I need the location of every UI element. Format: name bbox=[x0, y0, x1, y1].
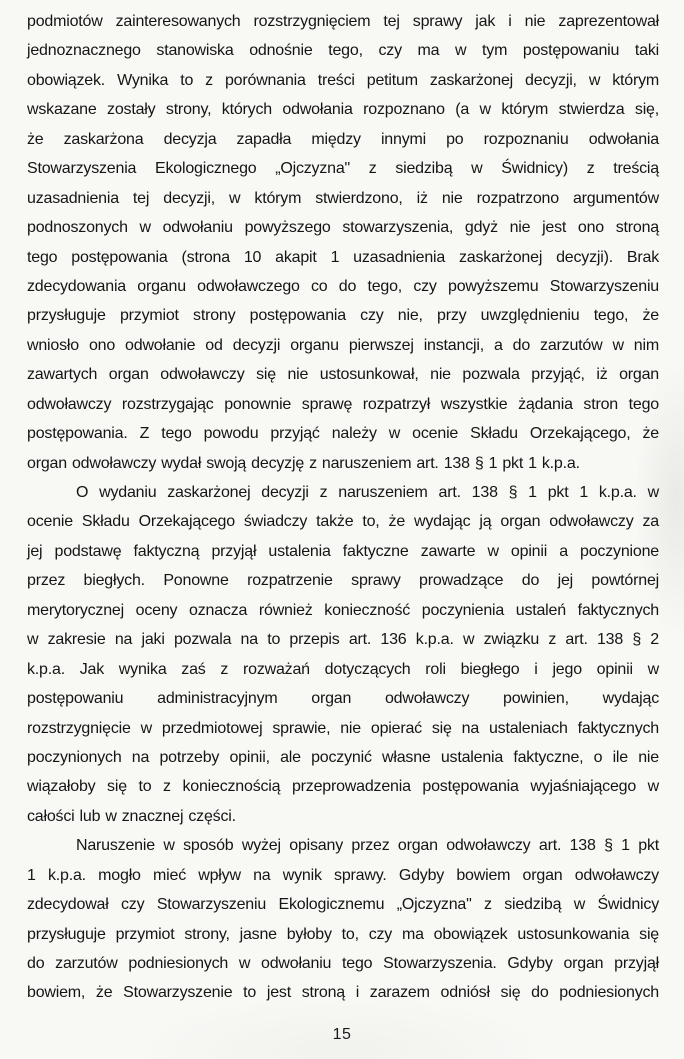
text-line: rozstrzygnięcie w przedmiotowej sprawie, nie opierać się na ustaleniach faktycznych bbox=[27, 719, 659, 737]
text-line: jej podstawę faktyczną przyjął ustalenia faktyczne zawarte w opinii a poczynione bbox=[27, 542, 659, 560]
paragraph bbox=[27, 831, 659, 1008]
text-line: postępowania. Z tego powodu przyjąć należy w ocenie Składu Orzekającego, że bbox=[27, 425, 659, 443]
text-line: odwoławczy rozstrzygając ponownie sprawę rozpatrzył wszystkie żądania stron tego bbox=[27, 395, 659, 413]
text-line: Stowarzyszenia Ekologicznego „Ojczyzna" z siedzibą w Świdnicy) z treścią bbox=[27, 160, 659, 178]
text-line: k.p.a. Jak wynika zaś z rozważań dotyczących roli biegłego i jego opinii w bbox=[27, 660, 659, 678]
text-line: uzasadnienia tej decyzji, w którym stwierdzono, iż nie rozpatrzono argumentów bbox=[27, 189, 659, 207]
text-line: poczynionych na potrzeby opinii, ale poczynić własne ustalenia faktyczne, o ile nie bbox=[27, 748, 659, 766]
page-number: 15 bbox=[332, 1026, 352, 1043]
text-line: zdecydowania organu odwoławczego co do tego, czy powyższemu Stowarzyszeniu bbox=[27, 277, 659, 295]
document-text-block bbox=[27, 7, 659, 1008]
text-line: podmiotów zainteresowanych rozstrzygnięciem tej sprawy jak i nie zaprezentował bbox=[27, 13, 659, 30]
text-line: w zakresie na jaki pozwala na to przepis art. 136 k.p.a. w związku z art. 138 § 2 bbox=[27, 631, 659, 649]
text-line: że zaskarżona decyzja zapadła między innymi po rozpoznaniu odwołania bbox=[27, 130, 659, 148]
text-line: tego postępowania (strona 10 akapit 1 uzasadnienia zaskarżonej decyzji). Brak bbox=[27, 248, 659, 266]
text-line: podnoszonych w odwołaniu powyższego stowarzyszenia, gdyż nie jest ono stroną bbox=[27, 219, 659, 237]
paragraph bbox=[27, 7, 659, 478]
text-line: wniosło ono odwołanie od decyzji organu pierwszej instancji, a do zarzutów w nim bbox=[27, 336, 659, 354]
text-line: obowiązek. Wynika to z porównania treści petitum zaskarżonej decyzji, w którym bbox=[27, 71, 659, 89]
text-line: całości lub w znacznej części. bbox=[27, 807, 236, 825]
text-line: przez biegłych. Ponowne rozpatrzenie sprawy prowadzące do jej powtórnej bbox=[27, 572, 659, 590]
text-line: 1 k.p.a. mogło mieć wpływ na wynik sprawy. Gdyby bowiem organ odwoławczy bbox=[27, 866, 659, 884]
text-line: postępowaniu administracyjnym organ odwoławczy powinien, wydając bbox=[27, 690, 659, 708]
text-line: przysługuje przymiot strony, jasne byłoby to, czy ma obowiązek ustosunkowania się bbox=[27, 925, 659, 943]
paragraph bbox=[27, 478, 659, 831]
text-line: O wydaniu zaskarżonej decyzji z naruszeniem art. 138 § 1 pkt 1 k.p.a. w bbox=[76, 484, 659, 501]
text-line: merytorycznej oceny oznacza również konieczność poczynienia ustaleń faktycznych bbox=[27, 601, 659, 619]
text-line: jednoznacznego stanowiska odnośnie tego, czy ma w tym postępowaniu taki bbox=[27, 42, 659, 60]
text-line: Naruszenie w sposób wyżej opisany przez organ odwoławczy art. 138 § 1 pkt bbox=[76, 837, 659, 855]
text-line: ocenie Składu Orzekającego świadczy także to, że wydając ją organ odwoławczy za bbox=[27, 513, 659, 531]
text-line: bowiem, że Stowarzyszenie to jest stroną i zarazem odniósł się do podniesionych bbox=[27, 984, 659, 1002]
text-line: zdecydował czy Stowarzyszeniu Ekologicznemu „Ojczyzna" z siedzibą w Świdnicy bbox=[27, 896, 659, 914]
text-line: zawartych organ odwoławczy się nie ustosunkował, nie pozwala przyjąć, iż organ bbox=[27, 366, 659, 384]
text-line: organ odwoławczy wydał swoją decyzję z naruszeniem art. 138 § 1 pkt 1 k.p.a. bbox=[27, 454, 580, 472]
text-line: wskazane zostały strony, których odwołania rozpoznano (a w którym stwierdza się, bbox=[27, 101, 659, 119]
text-line: przysługuje przymiot strony postępowania czy nie, przy uwzględnieniu tego, że bbox=[27, 307, 659, 325]
text-line: do zarzutów podniesionych w odwołaniu tego Stowarzyszenia. Gdyby organ przyjął bbox=[27, 955, 659, 972]
text-line: wiązałoby się to z koniecznością przeprowadzenia postępowania wyjaśniającego w bbox=[27, 778, 659, 796]
